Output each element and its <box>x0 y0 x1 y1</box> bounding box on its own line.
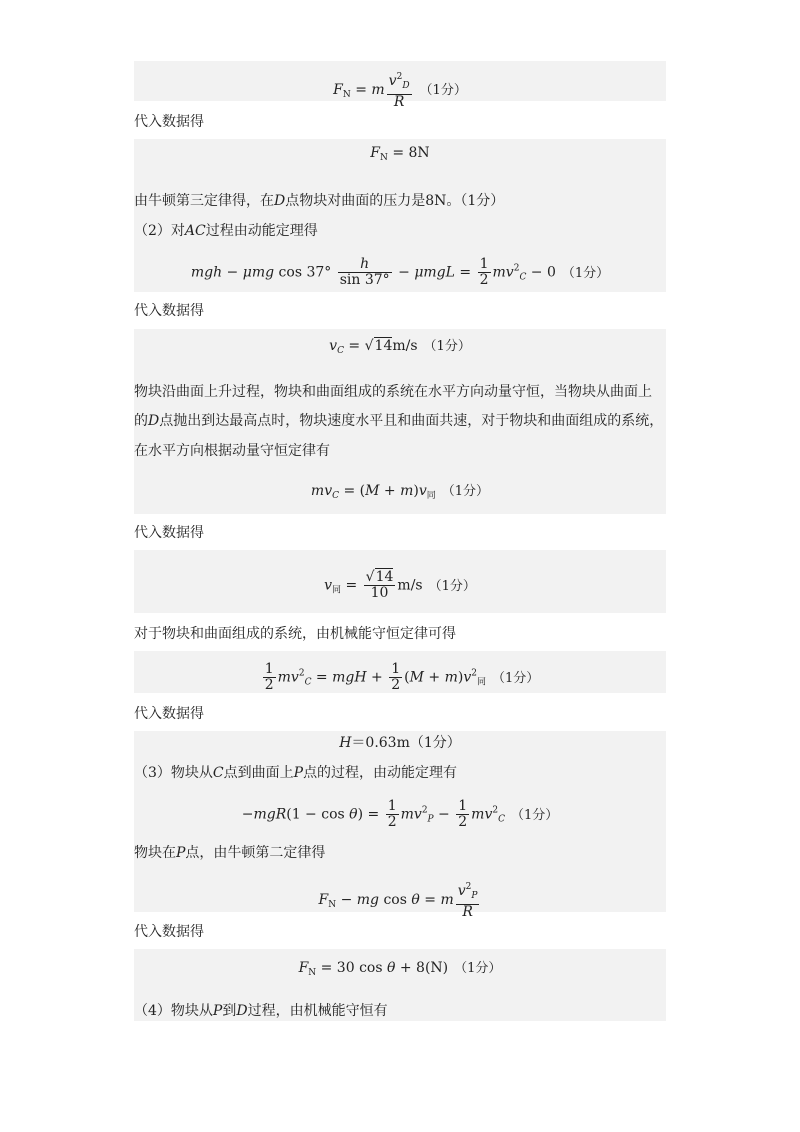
text-substitute: 代入数据得 <box>134 114 204 130</box>
equation-normal-force-value: $F_N = 8N$ <box>370 145 430 163</box>
text-part-4: （4）物块从P到D过程，由机械能守恒有 <box>134 1003 388 1019</box>
equation-work-energy-AC: mgh − μmg cos 37° $\frac{h}{\sin 37^\circ}$ − μmgL = $\frac{1}{2}$ $mv^2_C - 0$ （1分） <box>190 256 610 288</box>
text-part-3: （3）物块从C点到曲面上P点的过程，由动能定理有 <box>134 765 458 781</box>
text-substitute: 代入数据得 <box>134 924 204 940</box>
equation-height: H＝0.63m（1分） <box>339 735 461 751</box>
equation-energy-conservation: $\frac{1}{2}$ $mv^2_C$ = mgH + $\frac{1}{2}$ $(M + m)v^2_同$ （1分） <box>264 661 540 693</box>
text-momentum-1: 物块沿曲面上升过程，物块和曲面组成的系统在水平方向动量守恒，当物块从曲面上 <box>134 384 652 400</box>
text-momentum-3: 在水平方向根据动量守恒定律有 <box>134 443 330 459</box>
equation-normal-force-D: $F_N = m$ $\frac{v^2_D}{R}$ （1分） <box>333 72 467 110</box>
equation-momentum: $mv_C = (M + m)v_同$ （1分） <box>310 483 490 501</box>
equation-work-energy-CP: −mgR(1 − cos θ) = $\frac{1}{2}$ $mv^2_P$ − $\frac{1}{2}$ $mv^2_C$ （1分） <box>241 798 559 830</box>
text-momentum-2: 的D点抛出到达最高点时，物块速度水平且和曲面共速，对于物块和曲面组成的系统， <box>134 413 664 429</box>
text-energy-conservation: 对于物块和曲面组成的系统，由机械能守恒定律可得 <box>134 626 456 642</box>
equation-vC: $v_C = √14m/s$ （1分） <box>329 338 471 356</box>
equation-normal-force-theta: $F_N = 30$ cos θ + 8(N) （1分） <box>298 960 502 978</box>
equation-newton-second-P: $F_N$ − mg cos θ = m $\frac{v^2_P}{R}$ <box>318 882 478 920</box>
text-newton-second-law: 物块在P点，由牛顿第二定律得 <box>134 845 326 861</box>
text-substitute: 代入数据得 <box>134 303 204 319</box>
text-newton-third-law: 由牛顿第三定律得，在D点物块对曲面的压力是8N。（1分） <box>134 193 505 209</box>
text-part-2: （2）对AC过程由动能定理得 <box>134 223 318 239</box>
text-substitute: 代入数据得 <box>134 525 204 541</box>
equation-v-common: $v_同$ = $\frac{√14}{10}$ m/s （1分） <box>324 569 476 601</box>
text-substitute: 代入数据得 <box>134 706 204 722</box>
